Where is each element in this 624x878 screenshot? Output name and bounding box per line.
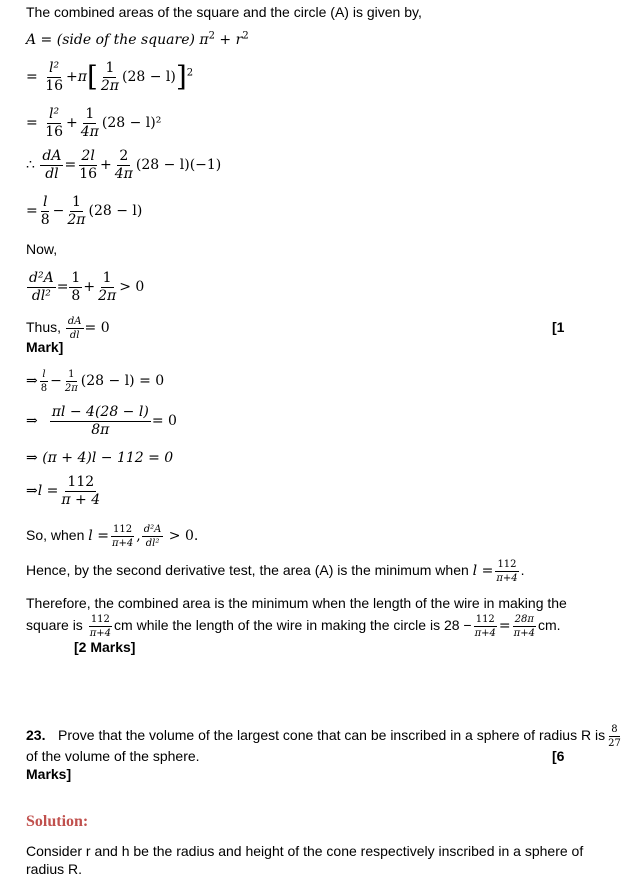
implies-symbol: ⇒ xyxy=(26,450,38,466)
mark-1-label: Mark] xyxy=(26,339,64,355)
fraction-dA-dl: $\frac{dA}{dl}$ xyxy=(67,316,82,341)
l-equals: l = xyxy=(37,483,59,499)
fraction-112-pi4: $\frac{112}{\pi+4}$ xyxy=(474,613,496,639)
equals-zero: = 0 xyxy=(139,373,165,389)
hence-line xyxy=(26,557,525,584)
plus: + xyxy=(100,157,112,173)
question-text-line-2: of the volume of the sphere. xyxy=(26,748,200,764)
fraction-pil-8pi: $\frac{\pi l - 4(28 - l)}{8\pi}$ xyxy=(51,403,149,438)
minus: − xyxy=(50,373,62,389)
fraction-112-pi4: $\frac{112}{\pi+4}$ xyxy=(111,523,134,549)
equals-zero: = 0 xyxy=(151,413,177,429)
fraction-8-27: $\frac{8}{27}$ xyxy=(608,723,621,749)
fraction-dA-dl: $\frac{dA}{dl}$ xyxy=(42,147,62,182)
step-7 xyxy=(26,449,173,467)
comma: , xyxy=(136,528,141,544)
step-8 xyxy=(26,474,103,508)
therefore-line-1: Therefore, the combined area is the minimum when the length of the wire in making the xyxy=(26,595,567,611)
cm-end: cm. xyxy=(537,617,561,633)
so-when-line xyxy=(26,522,198,549)
l-equals: l = xyxy=(88,528,109,544)
exponent: 2 xyxy=(208,30,215,42)
pi-symbol: π xyxy=(199,32,209,48)
fraction-l-8: $\frac{l}{8}$ xyxy=(40,193,50,228)
l-equals: l = xyxy=(472,563,494,579)
fraction-l-8: $\frac{l}{8}$ xyxy=(40,368,48,394)
period: . xyxy=(520,562,525,578)
equals-zero: = 0 xyxy=(84,320,110,337)
fraction-1-2pi: $\frac{1}{2\pi}$ xyxy=(98,269,117,304)
second-derivative xyxy=(26,270,144,304)
term-28-l: (28 − l) xyxy=(80,373,135,389)
equals: = xyxy=(26,203,38,219)
fraction-2-4pi: $\frac{2}{4\pi}$ xyxy=(114,147,133,182)
bracket-close: ] xyxy=(175,60,187,93)
fraction-1-8: $\frac{1}{8}$ xyxy=(71,269,81,304)
therefore-line-2 xyxy=(26,612,561,639)
mark-1: [1 xyxy=(552,319,565,335)
equals: = xyxy=(56,279,69,295)
step-5 xyxy=(26,368,164,394)
step-4 xyxy=(26,194,142,228)
step-2 xyxy=(26,106,161,140)
exponent: 2 xyxy=(186,67,194,79)
term-28-l-minus1: (28 − l)(−1) xyxy=(135,157,222,173)
equals: = xyxy=(498,618,511,634)
term-28-l-squared: (28 − l)² xyxy=(101,115,162,131)
question-number: 23. xyxy=(26,727,46,743)
exponent: 2 xyxy=(242,30,249,42)
equals: = xyxy=(26,69,38,85)
area-formula-rest: + r xyxy=(214,32,243,48)
fraction-1-4pi: $\frac{1}{4\pi}$ xyxy=(80,105,99,140)
step-1 xyxy=(26,60,193,94)
fraction-l2-16: $\frac{\text{l²}}{16}$ xyxy=(45,105,64,140)
plus: + xyxy=(83,279,96,295)
minus: − xyxy=(52,203,65,219)
fraction-1-2pi: $\frac{1}{2\pi}$ xyxy=(100,59,119,94)
term-28-l: (28 − l) xyxy=(88,203,143,219)
mark-2: [2 Marks] xyxy=(74,639,136,655)
greater-than-zero: > 0 xyxy=(119,279,145,295)
mark-6-label: Marks] xyxy=(26,766,72,782)
intro-text: The combined areas of the square and the circle (A) is given by, xyxy=(26,4,422,20)
step-3 xyxy=(26,148,221,182)
equals: = xyxy=(64,157,77,173)
fraction-1-2pi: $\frac{1}{2\pi}$ xyxy=(67,193,86,228)
question-text: Prove that the volume of the largest cone that can be inscribed in a sphere of radius R is xyxy=(58,727,606,743)
cm-while-text: cm while the length of the wire in making the circle is 28 − xyxy=(114,617,472,633)
implies-symbol: ⇒ xyxy=(26,373,38,389)
area-formula xyxy=(26,31,249,49)
pi-symbol: π xyxy=(77,69,87,85)
term-28-l: (28 − l) xyxy=(122,69,176,85)
fraction-112-pi4: $\frac{112}{\pi+4}$ xyxy=(89,613,112,639)
equation-pi-plus-4: (π + 4)l − 112 = 0 xyxy=(42,450,174,466)
equals: = xyxy=(26,115,38,131)
fraction-112-pi4: $\frac{112}{\pi+4}$ xyxy=(496,558,518,584)
implies-symbol: ⇒ xyxy=(26,413,38,429)
thus-label: Thus, xyxy=(26,319,62,336)
area-formula-lhs: A = (side of the square) xyxy=(26,32,200,48)
implies-symbol: ⇒ xyxy=(26,483,38,499)
fraction-d2A-dl2: $\frac{\text{d²A}}{\text{dl²}}$ xyxy=(143,523,162,549)
fraction-d2A-dl2: $\frac{\text{d²A}}{\text{dl²}}$ xyxy=(29,269,54,304)
now-label: Now, xyxy=(26,241,58,257)
fraction-28pi-pi4: $\frac{28\pi}{\pi+4}$ xyxy=(513,613,535,639)
fraction-112-pi4: $\frac{112}{\pi + 4}$ xyxy=(61,473,101,508)
plus: + xyxy=(66,69,78,85)
therefore-symbol: ∴ xyxy=(26,157,35,173)
solution-text-line-1: Consider r and h be the radius and height of the cone respectively inscribed in a sphere of xyxy=(26,843,584,859)
greater-than-zero: > 0. xyxy=(164,528,199,544)
hence-text: Hence, by the second derivative test, the area (A) is the minimum when xyxy=(26,562,473,578)
bracket-open: [ xyxy=(86,60,98,93)
fraction-2l-16: $\frac{2l}{16}$ xyxy=(79,147,98,182)
mark-6: [6 xyxy=(552,748,565,764)
so-when-label: So, when xyxy=(26,527,89,543)
step-6 xyxy=(26,404,177,438)
solution-text-line-2: radius R. xyxy=(26,861,83,877)
solution-heading: Solution: xyxy=(26,813,89,830)
fraction-l2-16: $\frac{\text{l²}}{16}$ xyxy=(45,59,64,94)
plus: + xyxy=(66,115,78,131)
square-is-label: square is xyxy=(26,617,87,633)
fraction-1-2pi: $\frac{1}{2\pi}$ xyxy=(64,368,78,394)
